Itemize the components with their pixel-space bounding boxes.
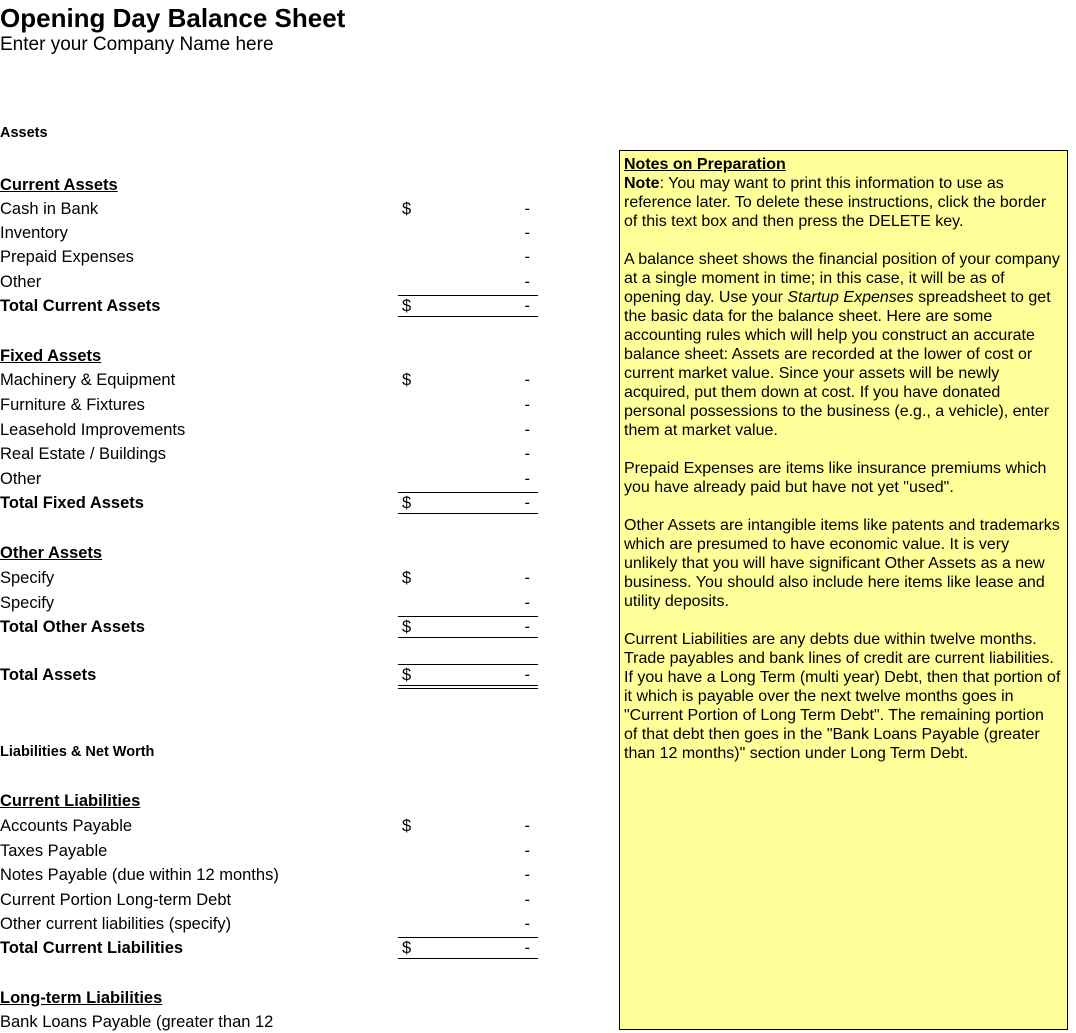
line-item-label: Furniture & Fixtures	[0, 396, 145, 414]
liability-row-other-current	[0, 913, 540, 935]
long-term-liabilities-heading: Long-term Liabilities	[0, 989, 163, 1007]
note-label: Note	[624, 175, 660, 192]
total-label: Total Current Liabilities	[0, 939, 184, 957]
currency-symbol: $	[402, 200, 412, 218]
asset-row-fixed-other	[0, 468, 540, 490]
notes-text: spreadsheet to get the basic data for the balance sheet. Here are some accounting rules which will help you construct an accurate balance sheet: Assets are recorded at the lower of cost or current market value. Since your assets will be newly acquired, put them down at cost. If you have donated personal possessions to the business (e.g., a vehicle), enter them at market value.	[624, 289, 1051, 439]
current-liabilities-heading: Current Liabilities	[0, 792, 141, 810]
amount-cell[interactable]: -	[524, 396, 530, 414]
currency-symbol: $	[402, 569, 412, 587]
amount-cell[interactable]: -	[524, 248, 530, 266]
total-amount: -	[524, 494, 530, 512]
notes-text-box[interactable]	[619, 150, 1068, 1030]
total-amount: -	[524, 939, 530, 957]
total-amount: -	[524, 297, 530, 315]
total-fixed-assets-row	[0, 492, 540, 514]
double-underline-top	[398, 685, 538, 686]
company-name-field[interactable]: Enter your Company Name here	[0, 34, 274, 55]
line-item-label: Leasehold Improvements	[0, 421, 186, 439]
line-item-label: Notes Payable (due within 12 months)	[0, 866, 279, 884]
startup-expenses-ref: Startup Expenses	[787, 289, 914, 306]
liability-row-accounts-payable	[0, 815, 540, 837]
line-item-label: Real Estate / Buildings	[0, 445, 167, 463]
asset-row-prepaid-expenses	[0, 246, 540, 268]
total-assets-amount: -	[524, 666, 530, 684]
currency-symbol: $	[402, 618, 412, 636]
line-item-label: Specify	[0, 569, 55, 587]
line-item-label: Machinery & Equipment	[0, 371, 176, 389]
currency-symbol: $	[402, 371, 412, 389]
notes-paragraph-prepaid: Prepaid Expenses are items like insurance premiums which you have already paid but have not yet "used".	[624, 460, 1047, 496]
total-current-liabilities-row	[0, 937, 540, 959]
amount-cell[interactable]: -	[524, 421, 530, 439]
line-item-label: Prepaid Expenses	[0, 248, 134, 266]
total-other-assets-row	[0, 616, 540, 638]
other-assets-heading: Other Assets	[0, 544, 103, 562]
double-underline-bottom	[398, 688, 538, 689]
line-item-label: Other	[0, 470, 42, 488]
asset-row-furniture	[0, 394, 540, 416]
line-item-label: Other	[0, 273, 42, 291]
currency-symbol: $	[402, 297, 412, 315]
liability-row-current-portion	[0, 889, 540, 911]
amount-cell[interactable]: -	[524, 569, 530, 587]
notes-paragraph-balance-sheet	[624, 250, 1061, 440]
amount-cell[interactable]: -	[524, 470, 530, 488]
currency-symbol: $	[402, 494, 412, 512]
total-current-assets-row	[0, 295, 540, 317]
notes-paragraph-note	[624, 174, 1061, 231]
liability-row-bank-loans	[0, 1011, 540, 1033]
asset-row-inventory	[0, 222, 540, 244]
asset-row-cash-in-bank	[0, 198, 540, 220]
line-item-label: Cash in Bank	[0, 200, 99, 218]
line-item-label: Current Portion Long-term Debt	[0, 891, 232, 909]
notes-paragraph-other-assets: Other Assets are intangible items like patents and trademarks which are presumed to have economic value. It is very unlikely that you will have significant Other Assets as a new business. You should also include here items like lease and utility deposits.	[624, 517, 1060, 610]
total-label: Total Other Assets	[0, 618, 145, 636]
notes-text: A balance sheet shows the financial position of your company at a single moment in time; in this case, it will be as of opening day. Use your	[624, 251, 1060, 306]
total-amount: -	[524, 618, 530, 636]
total-underline	[398, 637, 538, 638]
line-item-label: Bank Loans Payable (greater than 12	[0, 1013, 274, 1031]
asset-row-specify-1	[0, 567, 540, 589]
liability-row-taxes-payable	[0, 840, 540, 862]
amount-cell[interactable]: -	[524, 371, 530, 389]
line-item-label: Accounts Payable	[0, 817, 133, 835]
total-underline	[398, 958, 538, 959]
asset-row-other	[0, 271, 540, 293]
line-item-label: Specify	[0, 594, 55, 612]
current-assets-heading-row	[0, 174, 540, 196]
liability-row-notes-payable	[0, 864, 540, 886]
amount-cell[interactable]: -	[524, 445, 530, 463]
note-text: : You may want to print this information to use as reference later. To delete these instructions, click the border of this text box and then press the DELETE key.	[624, 175, 1047, 230]
asset-row-specify-2	[0, 592, 540, 614]
notes-paragraph-trade-payables: Trade payables and bank lines of credit are current liabilities. If you have a Long Term (multi year) Debt, then that portion of it which is payable over the next twelve months goes in "Current Portion of Long Term Debt". The remaining portion of that debt then goes in the "Bank Loans Payable (greater than 12 months)" section under Long Term Debt.	[624, 650, 1061, 762]
current-assets-heading: Current Assets	[0, 176, 118, 194]
total-label: Total Fixed Assets	[0, 494, 144, 512]
total-underline	[398, 316, 538, 317]
fixed-assets-heading: Fixed Assets	[0, 347, 102, 365]
liabilities-heading-row	[0, 741, 540, 763]
amount-cell[interactable]: -	[524, 273, 530, 291]
assets-heading: Assets	[0, 125, 48, 141]
line-item-label: Inventory	[0, 224, 68, 242]
current-liabilities-heading-row	[0, 790, 540, 812]
amount-cell[interactable]: -	[524, 200, 530, 218]
amount-cell[interactable]: -	[524, 866, 530, 884]
total-assets-label: Total Assets	[0, 666, 97, 684]
notes-paragraph-current-liabilities: Current Liabilities are any debts due within twelve months.	[624, 631, 1037, 648]
long-term-liabilities-heading-row	[0, 987, 540, 1009]
total-label: Total Current Assets	[0, 297, 161, 315]
amount-cell[interactable]: -	[524, 842, 530, 860]
liabilities-heading: Liabilities & Net Worth	[0, 744, 155, 760]
amount-cell[interactable]: -	[524, 594, 530, 612]
total-assets-row	[0, 664, 540, 686]
assets-heading-row	[0, 122, 540, 144]
asset-row-real-estate	[0, 443, 540, 465]
amount-cell[interactable]: -	[524, 915, 530, 933]
line-item-label: Taxes Payable	[0, 842, 108, 860]
notes-title: Notes on Preparation	[624, 156, 786, 173]
currency-symbol: $	[402, 666, 412, 684]
amount-cell[interactable]: -	[524, 224, 530, 242]
total-underline	[398, 513, 538, 514]
asset-row-machinery	[0, 369, 540, 391]
asset-row-leasehold	[0, 419, 540, 441]
currency-symbol: $	[402, 817, 412, 835]
other-assets-heading-row	[0, 542, 540, 564]
line-item-label: Other current liabilities (specify)	[0, 915, 232, 933]
currency-symbol: $	[402, 939, 412, 957]
amount-cell[interactable]: -	[524, 817, 530, 835]
page-title: Opening Day Balance Sheet	[0, 3, 346, 33]
amount-cell[interactable]: -	[524, 891, 530, 909]
fixed-assets-heading-row	[0, 345, 540, 367]
